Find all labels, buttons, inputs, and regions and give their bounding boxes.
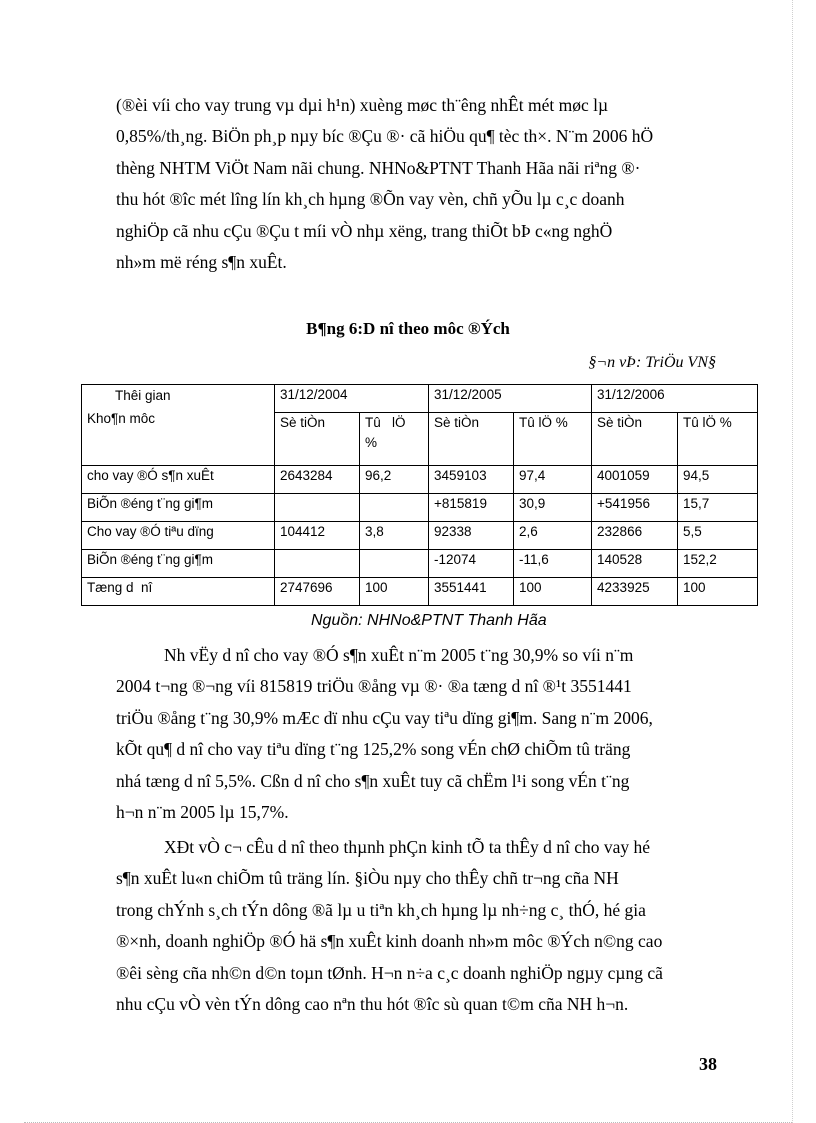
text-line: ®×nh, doanh nghiÖp ®Ó hä s¶n xuÊt kinh doanh nh»m môc ®Ých n©ng cao <box>116 931 663 952</box>
cell: 100 <box>678 578 758 606</box>
text-line: nhu cÇu vÒ vèn tÝn dông cao nªn thu hót ®îc sù quan t©m cña NH h¬n. <box>116 994 629 1015</box>
cell: 5,5 <box>678 522 758 550</box>
col-amount: Sè tiÒn <box>429 413 514 466</box>
cell: 140528 <box>592 550 678 578</box>
col-ratio: Tû lÖ % <box>514 413 592 466</box>
table-row <box>82 578 758 606</box>
cell: 3551441 <box>429 578 514 606</box>
col-ratio-line: Tû lÖ <box>365 415 406 430</box>
text-line: thu hót ®îc mét lîng lín kh¸ch hµng ®Õn vay vèn, chñ yÕu lµ c¸c doanh <box>116 189 625 210</box>
cell: 96,2 <box>360 466 429 494</box>
cell: 2747696 <box>275 578 360 606</box>
table-unit: §¬n vÞ: TriÖu VN§ <box>588 354 716 371</box>
cell: 94,5 <box>678 466 758 494</box>
paragraph-top <box>116 90 719 278</box>
text-line: 0,85%/th¸ng. BiÖn ph¸p nµy bíc ®Çu ®· cã hiÖu qu¶ tèc th×. N¨m 2006 hÖ <box>116 126 654 147</box>
table-source: Nguồn: NHNo&PTNT Thanh Hãa <box>311 612 547 629</box>
cell: 4001059 <box>592 466 678 494</box>
text-line: 2004 t¬ng ®¬ng víi 815819 triÖu ®ång vµ ®· ®a tæng d nî ®¹t 3551441 <box>116 676 632 697</box>
table-header-row <box>82 385 758 413</box>
col-amount: Sè tiÒn <box>275 413 360 466</box>
row-label: BiÕn ®éng t¨ng gi¶m <box>82 550 275 578</box>
cell <box>360 494 429 522</box>
text-line: h¬n n¨m 2005 lµ 15,7%. <box>116 802 289 823</box>
text-line: nh»m më réng s¶n xuÊt. <box>116 252 287 273</box>
page-number: 38 <box>699 1054 717 1074</box>
text-line: thèng NHTM ViÖt Nam nãi chung. NHNo&PTNT Thanh Hãa nãi riªng ®· <box>116 157 641 178</box>
cell: 104412 <box>275 522 360 550</box>
cell: 4233925 <box>592 578 678 606</box>
year-header: 31/12/2006 <box>592 385 758 413</box>
cell <box>360 550 429 578</box>
cell: 92338 <box>429 522 514 550</box>
col-amount: Sè tiÒn <box>592 413 678 466</box>
loan-purpose-table <box>81 384 758 606</box>
text-line: trong chÝnh s¸ch tÝn dông ®ã lµ u tiªn kh¸ch hµng lµ nh÷ng c¸ thÓ, hé gia <box>116 899 646 920</box>
row-label: Tæng d nî <box>82 578 275 606</box>
cell: 3459103 <box>429 466 514 494</box>
text-line: Nh vËy d nî cho vay ®Ó s¶n xuÊt n¨m 2005 t¨ng 30,9% so víi n¨m <box>164 645 634 665</box>
text-line: XÐt vÒ c¬ cÊu d nî theo thµnh phÇn kinh tÕ ta thÊy d nî cho vay hé <box>164 837 651 857</box>
cell <box>275 550 360 578</box>
text-line: kÕt qu¶ d nî cho vay tiªu dïng t¨ng 125,2% song vÉn chØ chiÕm tû träng <box>116 739 631 760</box>
col-ratio <box>360 413 429 466</box>
table-row <box>82 494 758 522</box>
cell: 30,9 <box>514 494 592 522</box>
text-line: s¶n xuÊt lu«n chiÕm tû träng lín. §iÒu nµy cho thÊy chñ tr¬ng cña NH <box>116 868 619 889</box>
year-header: 31/12/2004 <box>275 385 429 413</box>
text-line: triÖu ®ång t¨ng 30,9% mÆc dï nhu cÇu vay tiªu dïng gi¶m. Sang n¨m 2006, <box>116 707 653 728</box>
cell: +815819 <box>429 494 514 522</box>
cell: 152,2 <box>678 550 758 578</box>
text-line: (®èi víi cho vay trung vµ dµi h¹n) xuèng møc th¨êng nhÊt mét møc lµ <box>116 95 609 115</box>
row-label: BiÕn ®éng t¨ng gi¶m <box>82 494 275 522</box>
table-row <box>82 466 758 494</box>
table-row <box>82 522 758 550</box>
cell: 2643284 <box>275 466 360 494</box>
cell: 100 <box>360 578 429 606</box>
cell: 97,4 <box>514 466 592 494</box>
text-line: nghiÖp cã nhu cÇu ®Çu t míi vÒ nhµ xëng, trang thiÕt bÞ c«ng nghÖ <box>116 220 613 241</box>
header-item-label: Kho¶n môc <box>87 411 156 426</box>
row-label: Cho vay ®Ó tiªu dïng <box>82 522 275 550</box>
cell: +541956 <box>592 494 678 522</box>
table-row <box>82 550 758 578</box>
cell: 15,7 <box>678 494 758 522</box>
year-header: 31/12/2005 <box>429 385 592 413</box>
paragraph-structure <box>116 832 719 1020</box>
text-line: ®êi sèng cña nh©n d©n toµn tØnh. H¬n n÷a c¸c doanh nghiÖp ngµy cµng cã <box>116 962 663 983</box>
cell: 3,8 <box>360 522 429 550</box>
header-time-label: Thêi gian <box>115 388 171 403</box>
table-title: B¶ng 6:D nî theo môc ®Ých <box>306 319 510 338</box>
header-corner <box>82 385 275 466</box>
paragraph-analysis <box>116 640 719 828</box>
col-ratio-line: % <box>365 435 378 450</box>
cell <box>275 494 360 522</box>
text-line: nhá tæng d nî 5,5%. Cßn d nî cho s¶n xuÊt tuy cã chËm l¹i song vÉn t¨ng <box>116 770 630 791</box>
row-label: cho vay ®Ó s¶n xuÊt <box>82 466 275 494</box>
col-ratio: Tû lÖ % <box>678 413 758 466</box>
page-right-border <box>792 0 793 1123</box>
cell: -12074 <box>429 550 514 578</box>
cell: 100 <box>514 578 592 606</box>
cell: -11,6 <box>514 550 592 578</box>
cell: 232866 <box>592 522 678 550</box>
cell: 2,6 <box>514 522 592 550</box>
